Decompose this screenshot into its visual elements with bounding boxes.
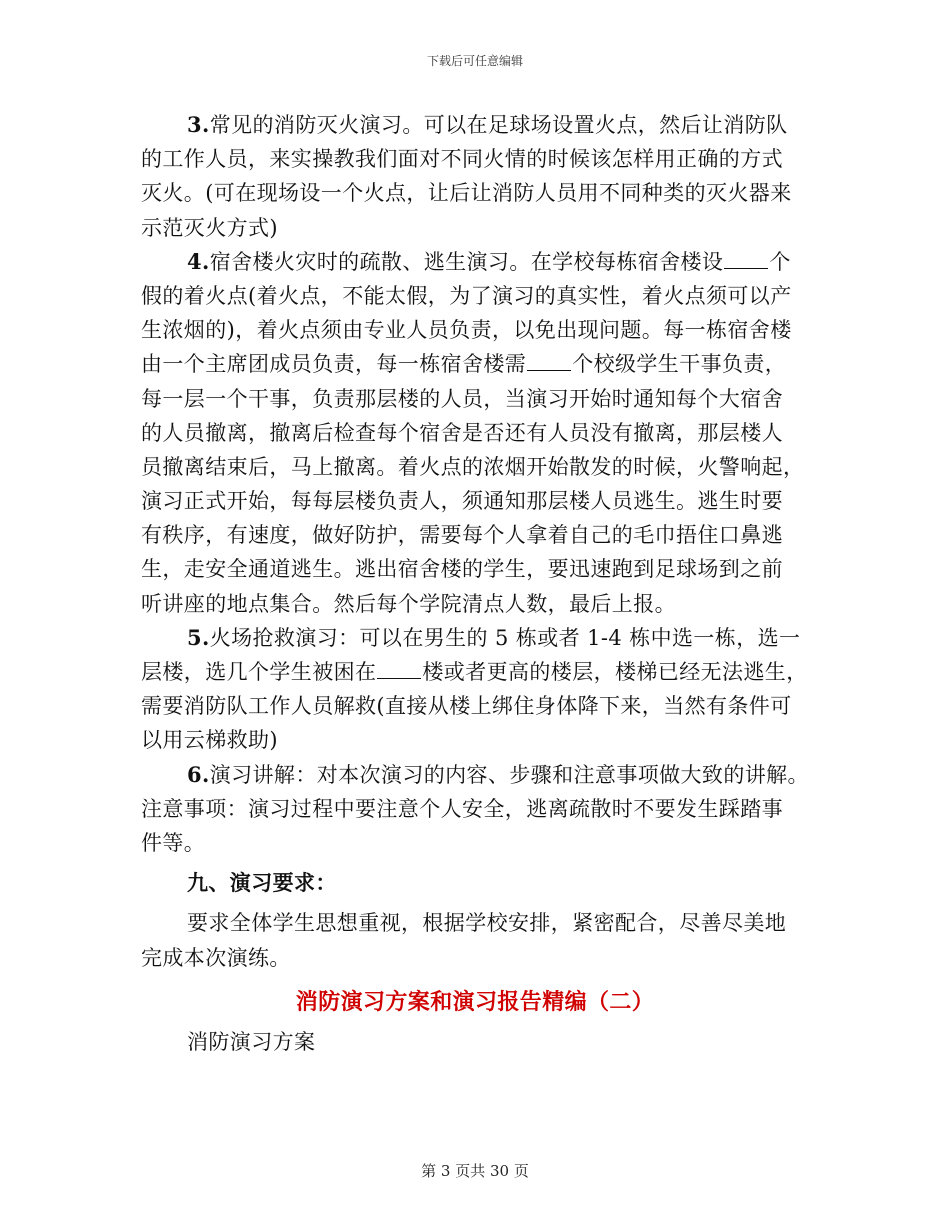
item-5-line-1	[141, 621, 809, 655]
item-4-l4-a: 由一个主席团成员负责，每一栋宿舍楼需	[141, 352, 527, 377]
item-4-l4-b: 个校级学生干事负责，	[572, 352, 787, 377]
document-body	[141, 108, 809, 1059]
item-4-line-10: 生，走安全通道逃生。逃出宿舍楼的学生，要迅速跑到足球场到之前	[141, 557, 783, 582]
fill-blank	[527, 350, 571, 371]
section-9-heading: 九、演习要求：	[187, 870, 337, 896]
item-6-line-3: 件等。	[141, 830, 206, 855]
item-4-line-5: 每一层一个干事，负责那层楼的人员，当演习开始时通知每个大宿舍	[141, 386, 783, 411]
item-4-line-4	[141, 347, 809, 381]
item-6-text: 演习讲解：对本次演习的内容、步骤和注意事项做大致的讲解。	[209, 762, 809, 787]
fill-blank	[724, 248, 768, 269]
item-5-line-4: 以用云梯救助)	[141, 728, 278, 753]
page-footer: 第 3 页共 30 页	[421, 1162, 529, 1180]
item-5-text: 火场抢救演习：可以在男生的 5 栋或者 1-4 栋中选一栋，选一	[209, 625, 801, 650]
item-6-number: 6.	[187, 761, 210, 787]
fill-blank	[377, 658, 421, 679]
item-3-text: 常见的消防灭火演习。可以在足球场设置火点，然后让消防队	[209, 113, 788, 137]
section-subtitle: 消防演习方案	[187, 1029, 316, 1054]
item-5-l2-b: 楼或者更高的楼层，楼梯已经无法逃生，	[422, 660, 808, 684]
item-3-line-2: 的工作人员，来实操教我们面对不同火情的时候该怎样用正确的方式	[141, 147, 783, 172]
item-5-line-2	[141, 655, 809, 689]
item-3-line-4: 示范灭火方式)	[141, 215, 278, 240]
item-4-line-1	[141, 245, 809, 279]
page-header: 下载后可任意编辑	[426, 54, 523, 68]
item-5-l2-a: 层楼，选几个学生被困在	[141, 660, 377, 684]
item-4-line-7: 员撤离结束后，马上撤离。着火点的浓烟开始散发的时候，火警响起，	[141, 454, 805, 479]
item-3-line-1	[141, 108, 809, 142]
item-4-line-11: 听讲座的地点集合。然后每个学院清点人数，最后上报。	[141, 591, 676, 616]
item-6-line-1	[141, 758, 809, 792]
item-6-line-2: 注意事项：演习过程中要注意个人安全，逃离疏散时不要发生踩踏事	[141, 796, 783, 821]
section-9-line-1: 要求全体学生思想重视，根据学校安排，紧密配合，尽善尽美地	[187, 911, 787, 936]
item-4-text-b: 个	[769, 249, 791, 274]
item-4-line-6: 的人员撤离，撤离后检查每个宿舍是否还有人员没有撤离，那层楼人	[141, 420, 783, 445]
item-4-text-a: 宿舍楼火灾时的疏散、逃生演习。在学校每栋宿舍楼设	[209, 249, 724, 274]
item-4-line-2: 假的着火点(着火点，不能太假，为了演习的真实性，着火点须可以产	[141, 283, 792, 308]
item-4-number: 4.	[187, 248, 210, 274]
item-5-number: 5.	[187, 624, 210, 650]
item-3-number: 3.	[187, 112, 210, 137]
section-9-line-2: 完成本次演练。	[141, 945, 291, 970]
item-4-line-9: 有秩序，有速度，做好防护，需要每个人拿着自己的毛巾捂住口鼻逃	[141, 523, 783, 548]
item-4-line-3: 生浓烟的)，着火点须由专业人员负责，以免出现问题。每一栋宿舍楼	[141, 318, 792, 343]
item-4-line-8: 演习正式开始，每每层楼负责人，须通知那层楼人员逃生。逃生时要	[141, 489, 783, 514]
section-title: 消防演习方案和演习报告精编（二）	[295, 988, 655, 1015]
item-3-line-3: 灭火。(可在现场设一个火点，让后让消防人员用不同种类的灭火器来	[141, 181, 792, 206]
item-5-line-3: 需要消防队工作人员解救(直接从楼上绑住身体降下来，当然有条件可	[141, 694, 792, 719]
